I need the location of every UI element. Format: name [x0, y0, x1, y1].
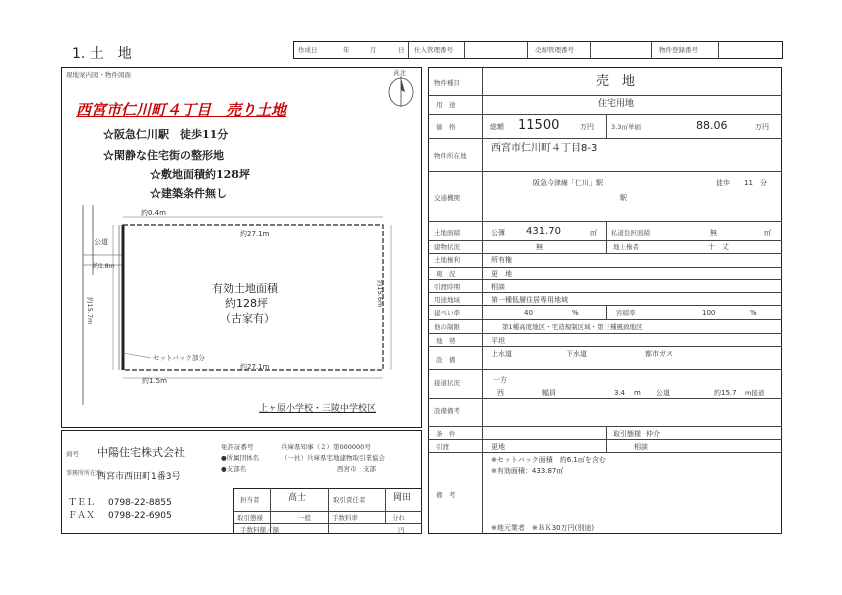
commission-label: 手数料率 — [332, 514, 358, 522]
traffic-line2-label: 駅 — [620, 194, 627, 202]
current-value: 更 地 — [491, 270, 512, 278]
misc-label: 設備備考 — [434, 407, 460, 415]
bullet-2: ☆閑静な住宅街の整形地 — [103, 149, 224, 162]
license-value: 兵庫県知事（２）第000000号 — [281, 443, 371, 451]
dim-right: 約15.6m — [376, 280, 384, 308]
far-unit: % — [750, 309, 757, 317]
rights-label: 土地権利 — [434, 256, 460, 264]
road-dir: 西 — [497, 389, 504, 397]
company-name: 中陽住宅株式会社 — [97, 446, 185, 459]
kind-value: 売 地 — [596, 74, 636, 89]
land-area-value: 431.70 — [526, 226, 561, 237]
fee-label: 手数料額／額 — [240, 526, 279, 534]
road-side: 公道 — [94, 238, 108, 246]
date-month: 月 — [370, 46, 377, 54]
company-fax: 0798-22-6905 — [108, 511, 172, 521]
terrain-value: 平坦 — [491, 337, 505, 345]
road-bottom-width: 約1.5m — [142, 377, 167, 385]
road-top-width: 約0.4m — [141, 209, 166, 217]
building-label: 建物状況 — [434, 243, 460, 251]
fee-unit: 円 — [398, 526, 405, 534]
coverage-value: 40 — [524, 309, 533, 317]
utility-gas: 都市ガス — [645, 350, 673, 358]
address-label: 事務所所在地 — [66, 470, 103, 477]
footer-note: ※地元業者 ※ＢＫ30万円(別途) — [491, 524, 595, 532]
plot-area-note: （古家有） — [220, 312, 275, 325]
note-2: ※有効面積：433.87㎡ — [491, 467, 564, 475]
use-value: 住宅用地 — [598, 99, 635, 109]
person-value: 高士 — [288, 493, 307, 503]
road-width: 3.4 — [614, 389, 626, 397]
school-district: 上ヶ原小学校・三陵中学校区 — [259, 404, 377, 414]
far-label: 容積率 — [616, 309, 636, 317]
notes-label: 備 考 — [436, 491, 456, 499]
map-title: 西宮市仁川町４丁目 売り土地 — [76, 101, 287, 119]
transaction-label: 取引態様 — [613, 430, 641, 438]
bullet-3: ☆敷地面積約128坪 — [150, 168, 250, 181]
tel-label: ＴＥＬ — [68, 498, 96, 508]
use-label: 用 途 — [436, 101, 456, 109]
date-year: 年 — [343, 46, 350, 54]
date-day: 日 — [398, 46, 405, 54]
extra-value: 相談 — [634, 443, 648, 451]
road-width-label: 幅員 — [542, 389, 556, 397]
zone-label: 用途地域 — [434, 296, 460, 304]
private-road-label: 私道負担面積 — [611, 229, 650, 237]
road-frontage: 約15.7 — [714, 389, 737, 397]
coverage-label: 建ぺい率 — [434, 309, 460, 317]
road-value: 一方 — [493, 376, 507, 384]
far-value: 100 — [702, 309, 716, 317]
land-area-unit: ㎡ — [590, 229, 597, 237]
price-unit-unit: 万円 — [755, 123, 769, 131]
bullet-1: ☆阪急仁川駅 徒歩11分 — [103, 128, 229, 141]
assoc-label: ●所属団体名 — [221, 454, 260, 462]
price-unit: 万円 — [580, 123, 594, 131]
current-label: 現 況 — [436, 270, 456, 278]
dim-left: 約15.7m — [86, 297, 94, 325]
license-label: 免許証番号 — [221, 443, 254, 451]
property-no-label: 物件登録番号 — [659, 46, 698, 54]
price-total: 11500 — [518, 118, 560, 133]
person-label: 担当者 — [240, 496, 260, 504]
terrain-label: 地 勢 — [436, 337, 456, 345]
land-area-label: 土地面積 — [434, 229, 460, 237]
traffic-line: 阪急今津線「仁川」駅 — [533, 179, 603, 187]
road-label: 接道状況 — [434, 379, 460, 387]
ground-value: 十 丈 — [708, 243, 729, 251]
utility-water: 上水道 — [491, 350, 512, 358]
traffic-walk: 11 — [744, 179, 753, 187]
branch-label: ●支部名 — [221, 465, 247, 473]
bullet-4: ☆建築条件無し — [150, 187, 227, 200]
company-tel: 0798-22-8855 — [108, 498, 172, 508]
purchase-no-label: 仕入管理番号 — [414, 46, 453, 54]
rights-value: 所有権 — [491, 256, 512, 264]
price-unit-label: 3.3㎡単価 — [611, 123, 641, 131]
coverage-unit: % — [572, 309, 579, 317]
branch-value: 西宮市 支部 — [337, 465, 376, 473]
road-frontage-unit: m接道 — [745, 389, 765, 397]
other-value: 第1種高度地区・宅造規制区域・第三種風致地区 — [502, 323, 643, 331]
road-side-width: 約1.8m — [93, 263, 115, 270]
setback-label: セットバック部分 — [153, 354, 205, 362]
date-label: 作成日 — [298, 46, 318, 54]
type-value: 一般 — [298, 514, 311, 522]
location-label: 物件所在地 — [434, 152, 467, 160]
transaction-value: 仲介 — [646, 430, 660, 438]
sale-no-label: 売却管理番号 — [535, 46, 574, 54]
north-label: 真北 — [393, 69, 406, 77]
traffic-label: 交通機関 — [434, 194, 460, 202]
other-label: 他の制限 — [434, 323, 460, 331]
manager-value: 岡田 — [393, 493, 412, 503]
fax-label: ＦＡＸ — [68, 511, 96, 521]
utilities-label: 設 備 — [436, 356, 456, 364]
ground-label: 地上権者 — [613, 243, 639, 251]
road-kind: 公道 — [656, 389, 670, 397]
zone-value: 第一種低層住居専用地域 — [491, 296, 568, 304]
condition-label: 条 件 — [436, 430, 456, 438]
traffic-walk-unit: 分 — [760, 179, 767, 187]
land-area-prefix: 公簿 — [491, 229, 505, 237]
location-value: 西宮市仁川町４丁目8-3 — [491, 143, 598, 154]
plot-area-size: 約128坪 — [225, 297, 268, 310]
dim-bottom: 約27.1m — [240, 363, 270, 371]
delivery-value: 相談 — [491, 283, 505, 291]
road-width-unit: m — [634, 389, 641, 397]
delivery-label: 引渡時期 — [434, 283, 460, 291]
price-label: 価 格 — [436, 123, 456, 131]
assoc-value: （一社）兵庫県宅地建物取引業協会 — [281, 454, 385, 462]
cur-value: 更地 — [491, 443, 505, 451]
building-value: 無 — [536, 243, 543, 251]
note-1: ※セットバック面積 約6.1㎡を含む — [491, 456, 606, 464]
section-title: 1. 土 地 — [72, 46, 132, 62]
price-total-label: 総額 — [490, 123, 504, 131]
traffic-walk-label: 徒歩 — [716, 179, 730, 187]
type-label: 取引態様 — [237, 514, 263, 522]
north-arrow-icon — [386, 74, 416, 108]
dim-top: 約27.1m — [240, 230, 270, 238]
map-header: 現地案内図・物件図面 — [66, 71, 131, 79]
private-road-value: 無 — [710, 229, 717, 237]
manager-label: 取引責任者 — [333, 496, 366, 504]
price-unit-value: 88.06 — [696, 119, 728, 132]
cur-label: 引渡 — [436, 443, 449, 451]
utility-sewer: 下水道 — [566, 350, 587, 358]
commission-value: 分れ — [392, 514, 405, 522]
company-address: 西宮市西田町1番3号 — [97, 472, 181, 482]
plot-area-title: 有効土地面積 — [212, 282, 278, 295]
kind-label: 物件種目 — [434, 79, 460, 87]
private-road-unit: ㎡ — [764, 229, 771, 237]
trade-label: 商号 — [66, 450, 79, 458]
